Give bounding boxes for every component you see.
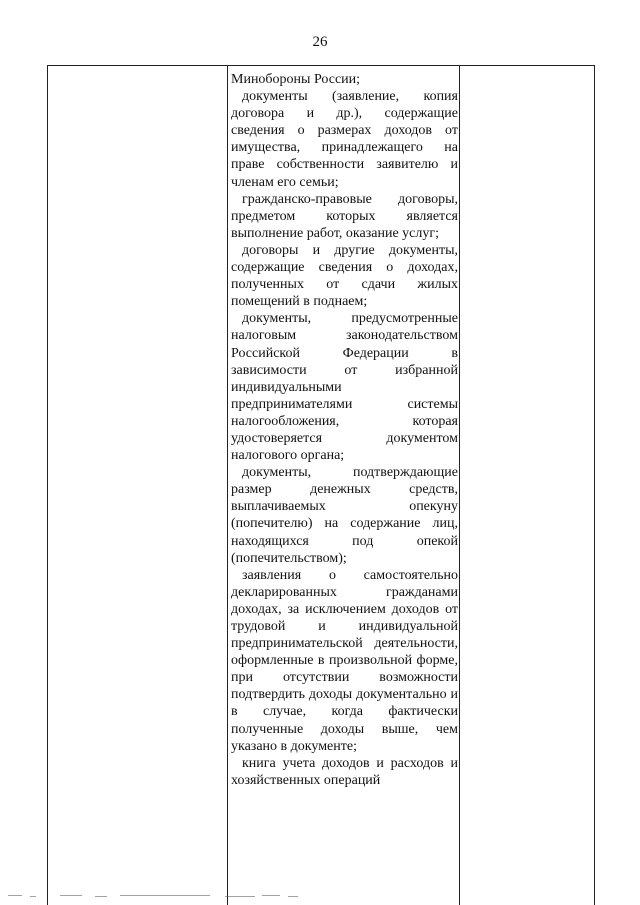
cell-paragraph: заявления о самостоятельно декларированных гражданами доходах, за исключением доходов от трудовой и индивидуальной предпринимательской деятельности, оформленные в произвольной форме, при отсутствии возможности подтвердить доходы документально и в случае, когда фактически полученные доходы выше, чем указано в документе; xyxy=(231,567,458,754)
cell-paragraph: книга учета доходов и расходов и хозяйственных операций xyxy=(231,755,458,788)
cell-paragraph: гражданско-правовые договоры, предметом которых является выполнение работ, оказание услуг; xyxy=(231,191,458,241)
column-divider-1 xyxy=(227,65,228,905)
column-divider-2 xyxy=(459,65,460,905)
cell-paragraph: документы, предусмотренные налоговым законодательством Российской Федерации в зависимости от избранной индивидуальными предпринимателями системы налогообложения, которая удостоверяется документом налогового органа; xyxy=(231,311,458,464)
page-number: 26 xyxy=(312,34,328,50)
cell-paragraph: договоры и другие документы, содержащие сведения о доходах, полученных от сдачи жилых помещений в поднаем; xyxy=(231,242,458,310)
cell-paragraph: документы, подтверждающие размер денежных средств, выплачиваемых опекуну (попечителю) на содержание лиц, находящихся под опекой (попечительством); xyxy=(231,465,458,566)
cell-paragraph: документы (заявление, копия договора и др.), содержащие сведения о размерах доходов от имущества, принадлежащего на праве собственности заявителю и членам его семьи; xyxy=(231,89,458,190)
middle-cell-text xyxy=(231,71,458,789)
table xyxy=(47,65,595,905)
cell-paragraph: Минобороны России; xyxy=(231,72,361,87)
scan-artifact xyxy=(0,893,640,899)
table-top-border xyxy=(47,65,595,66)
table-left-border xyxy=(47,65,48,905)
table-right-border xyxy=(594,65,595,905)
